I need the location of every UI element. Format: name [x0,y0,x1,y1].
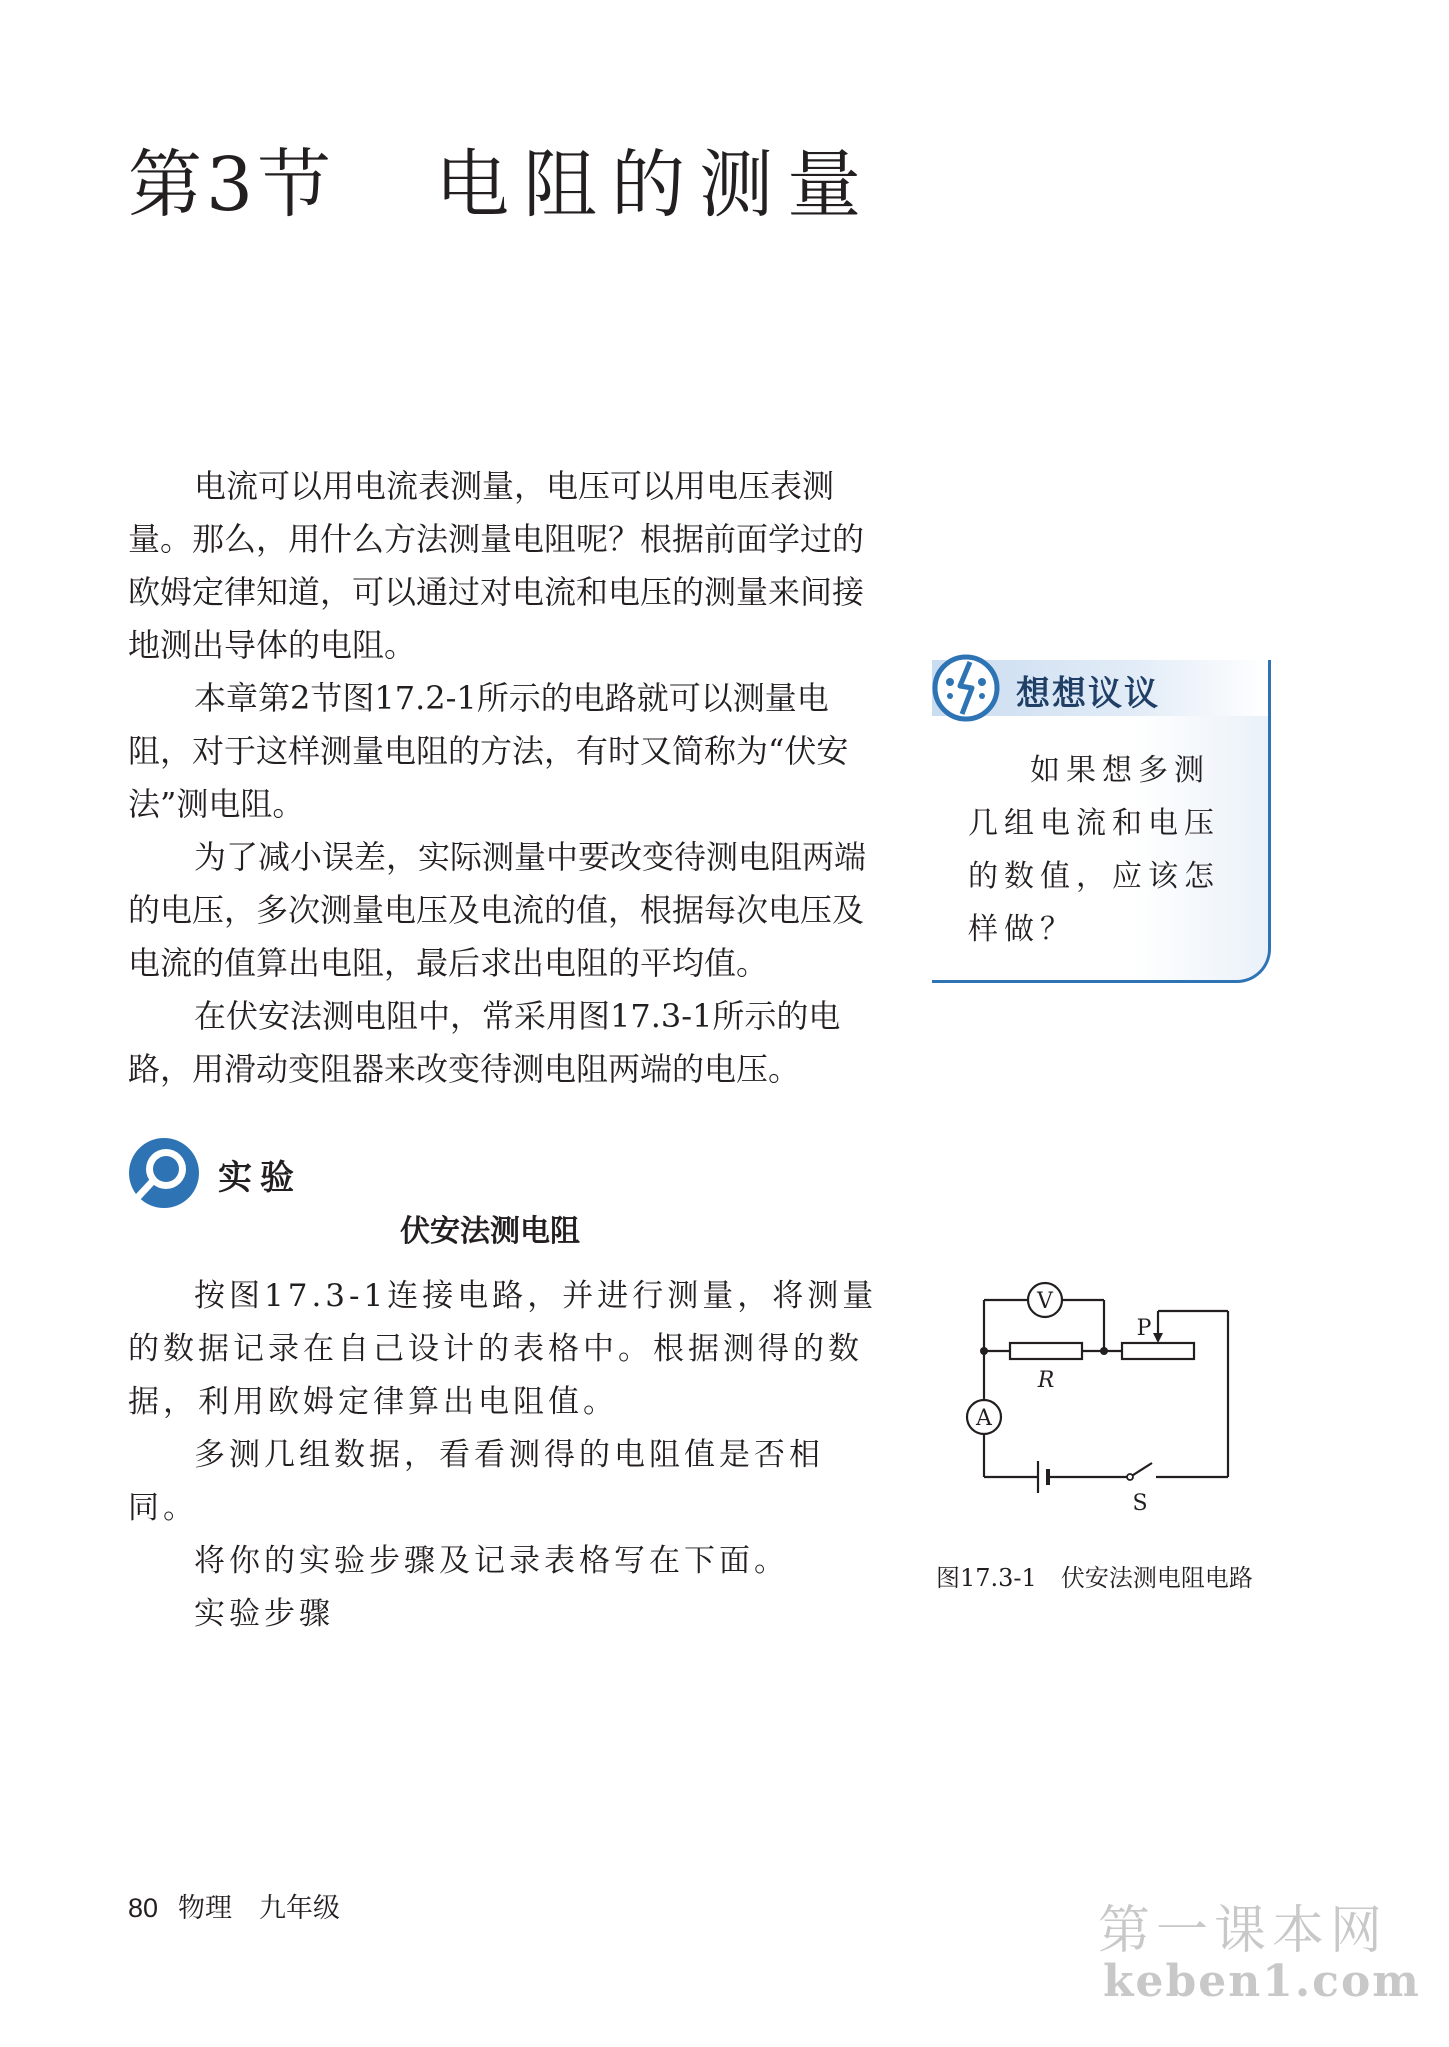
experiment-paragraph: 将你的实验步骤及记录表格写在下面。 [194,1543,789,1579]
think-question: 如果想多测几组电流和电压的数值，应该怎样做？ [968,753,1220,947]
resistor-label: R [1037,1368,1055,1393]
think-text [968,744,1243,956]
experiment-paragraph: 多测几组数据，看看测得的电阻值是否相同。 [128,1437,824,1526]
voltmeter-label: V [1037,1289,1053,1314]
watermark-cn: 第一课本网 [1098,1901,1389,1961]
ammeter-label: A [976,1406,992,1431]
paragraph: 为了减小误差，实际测量中要改变待测电阻两端的电压，多次测量电压及电流的值，根据每次电压及电流的值算出电阻，最后求出电阻的平均值。 [128,838,867,982]
paragraph: 电流可以用电流表测量，电压可以用电压表测量。那么，用什么方法测量电阻呢？根据前面学过的欧姆定律知道，可以通过对电流和电压的测量来间接地测出导体的电阻。 [128,467,865,664]
thinking-face-icon [930,652,1002,724]
experiment-magnifier-icon [126,1135,202,1211]
switch-pivot [1127,1474,1133,1480]
switch-label: S [1132,1491,1148,1516]
page-number: 80 [128,1893,159,1923]
circuit-diagram [950,1265,1250,1535]
think-title: 想想议议 [1016,674,1160,714]
junction-dot [980,1347,988,1355]
paragraph: 在伏安法测电阻中，常采用图17.3-1所示的电路，用滑动变阻器来改变待测电阻两端的电压。 [128,997,841,1088]
figure-caption: 图17.3-1 伏安法测电阻电路 [936,1564,1253,1592]
footer-subject: 物理 九年级 [178,1893,341,1924]
junction-dot [1100,1347,1108,1355]
experiment-paragraph: 实验步骤 [194,1596,334,1632]
slider-label: P [1136,1316,1152,1341]
watermark-url: keben1.com [1103,1956,1421,2007]
slider-arrow [1153,1333,1163,1343]
page-footer [128,1886,340,1925]
experiment-paragraph: 按图17.3-1连接电路，并进行测量，将测量的数据记录在自己设计的表格中。根据测得的数据，利用欧姆定律算出电阻值。 [128,1278,878,1420]
experiment-subtitle: 伏安法测电阻 [400,1214,580,1249]
section-name: 电阻的测量 [435,142,876,228]
section-number: 第3节 [128,142,336,228]
experiment-text [128,1270,878,1641]
section-title [128,142,876,228]
main-text [128,460,876,1096]
experiment-label: 实验 [218,1158,302,1198]
paragraph: 本章第2节图17.2-1所示的电路就可以测量电阻，对于这样测量电阻的方法，有时又简称为“伏安法”测电阻。 [128,679,849,823]
